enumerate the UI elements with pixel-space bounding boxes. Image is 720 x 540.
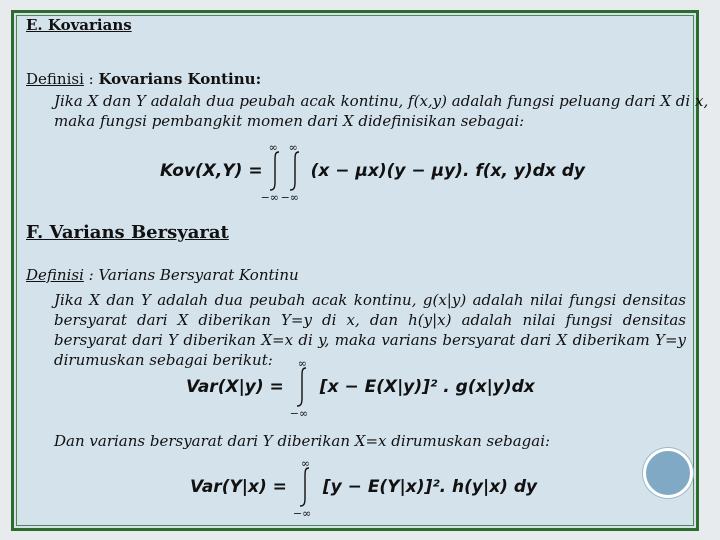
- section-f-paragraph-2: Dan varians bersyarat dari Y diberikan X=x dirumuskan sebagai:: [54, 432, 551, 450]
- integral-lower-limit: −∞: [289, 407, 309, 420]
- integral-upper-limit: ∞: [268, 141, 278, 154]
- formula-lhs: Var(X|y) =: [186, 377, 284, 397]
- formula-body: (x − μx)(y − μy). f(x, y)dx dy: [310, 161, 585, 181]
- integral-upper-limit: ∞: [300, 457, 311, 470]
- integral-lower-limit: −∞: [260, 191, 279, 204]
- variance-x-formula: [186, 357, 535, 420]
- section-e-text-line-2: maka fungsi pembangkit momen dari X didefinisikan sebagai:: [54, 112, 525, 130]
- variance-y-formula: [190, 457, 538, 520]
- definition-title: Kovarians Kontinu:: [98, 70, 262, 88]
- decorative-circle: [643, 448, 693, 498]
- definition-separator: :: [83, 266, 99, 284]
- definition-separator: :: [83, 70, 99, 88]
- integral-sign: [280, 141, 303, 204]
- integral-sign: [260, 141, 283, 204]
- section-f-definition-line: [26, 266, 299, 284]
- formula-lhs: Kov(X,Y) =: [160, 161, 263, 181]
- formula-body: [x − E(X|y)]² . g(x|y)dx: [319, 377, 535, 397]
- section-e-definition-line: [26, 70, 261, 88]
- definition-label: Definisi: [26, 70, 84, 88]
- section-e-text-line-1: Jika X dan Y adalah dua peubah acak kontinu, f(x,y) adalah fungsi peluang dari X di x,: [54, 92, 709, 110]
- integral-lower-limit: −∞: [292, 507, 312, 520]
- integral-upper-limit: ∞: [297, 357, 307, 370]
- integral-upper-limit: ∞: [288, 141, 298, 154]
- section-f-heading: F. Varians Bersyarat: [26, 222, 229, 243]
- definition-title: Varians Bersyarat Kontinu: [98, 266, 299, 284]
- definition-label: Definisi: [26, 266, 84, 284]
- formula-lhs: Var(Y|x) =: [190, 477, 287, 497]
- integral-lower-limit: −∞: [280, 191, 299, 204]
- section-e-heading: E. Kovarians: [26, 16, 132, 34]
- integral-sign: [292, 457, 313, 520]
- covariance-formula: [160, 141, 585, 204]
- integral-sign: [289, 357, 310, 420]
- section-f-paragraph-1: Jika X dan Y adalah dua peubah acak kontinu, g(x|y) adalah nilai fungsi densitas bersyarat dari X diberikan Y=y di x, dan h(y|x) adalah nilai fungsi densitas bersyarat dari Y diberikan X=x di y, maka varians bersyarat dari X diberikam Y=y dirumuskan sebagai berikut:: [54, 291, 686, 369]
- formula-body: [y − E(Y|x)]². h(y|x) dy: [322, 477, 538, 497]
